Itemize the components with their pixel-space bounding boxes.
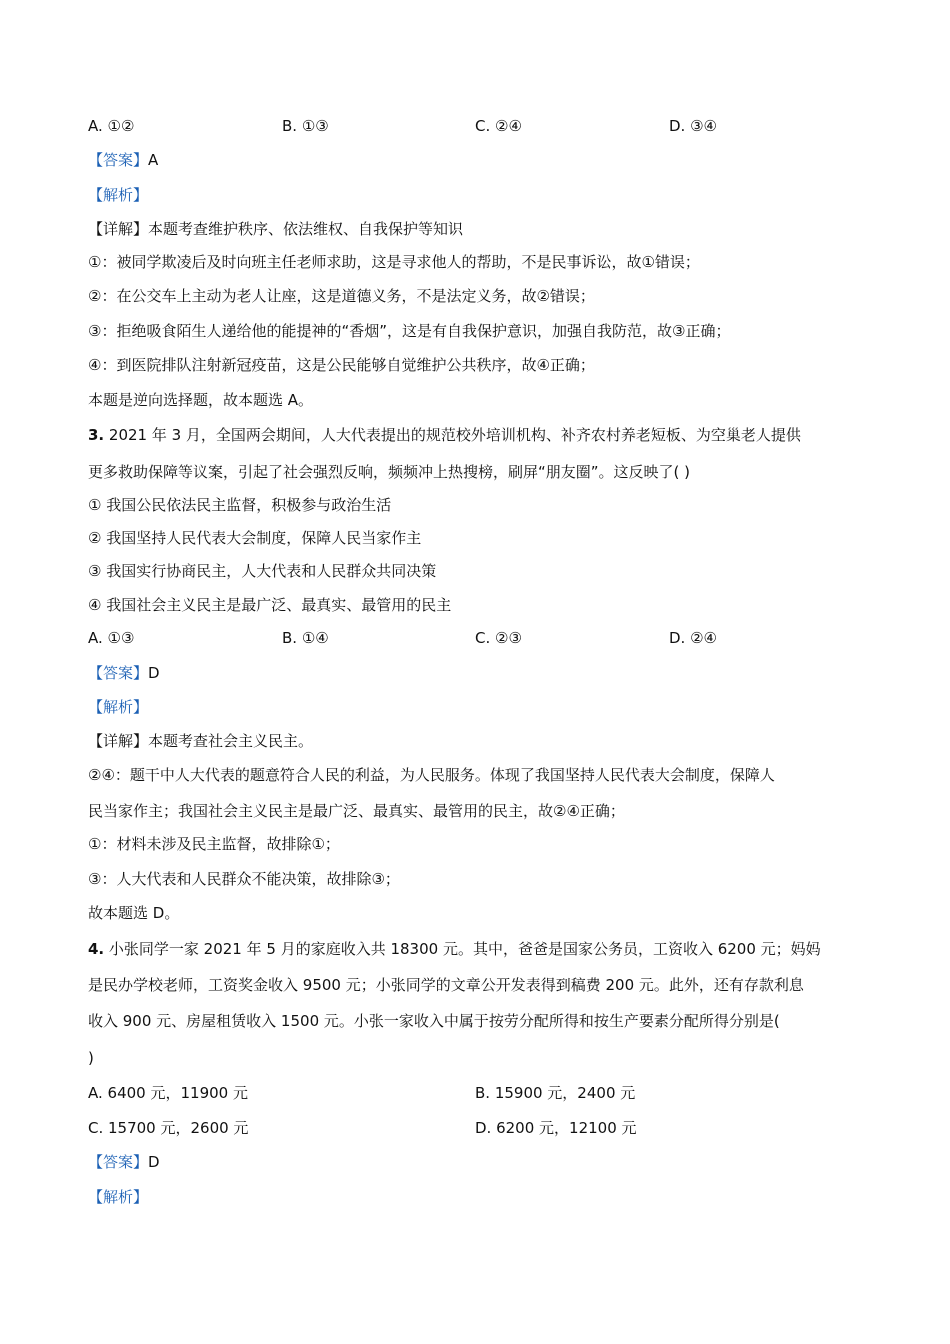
q4-answer [88, 1152, 160, 1172]
answer-value: A [148, 151, 159, 169]
q3-line-3: ①：材料未涉及民主监督，故排除①； [88, 835, 340, 853]
q3-line-4: ③：人大代表和人民群众不能决策，故排除③； [88, 870, 400, 888]
q3-item-4: ④ 我国社会主义民主是最广泛、最真实、最管用的民主 [88, 596, 452, 614]
answer-tag: 【答案】 [88, 664, 149, 682]
q4-stem-line-4: ) [88, 1049, 94, 1067]
q3-conclusion: 故本题选 D。 [88, 904, 180, 922]
q4-option-d: D. 6200 元，12100 元 [475, 1119, 637, 1137]
q3-line-2: 民当家作主；我国社会主义民主是最广泛、最真实、最管用的民主，故②④正确； [88, 802, 625, 820]
detail-tag: 【详解】 [88, 732, 149, 750]
q4-analysis-tag: 【解析】 [88, 1188, 149, 1206]
q2-conclusion: 本题是逆向选择题，故本题选 A。 [88, 391, 314, 409]
question-number: 3. [88, 426, 105, 444]
q3-option-c: C. ②③ [475, 629, 522, 647]
question-number: 4. [88, 940, 105, 958]
q3-stem-line-2: 更多救助保障等议案，引起了社会强烈反响，频频冲上热搜榜，刷屏“朋友圈”。这反映了( ) [88, 463, 691, 481]
q3-item-1: ① 我国公民依法民主监督，积极参与政治生活 [88, 496, 392, 514]
q3-option-d: D. ②④ [669, 629, 717, 647]
detail-text: 本题考查社会主义民主。 [148, 732, 314, 750]
answer-value: D [148, 664, 160, 682]
answer-value: D [148, 1153, 160, 1171]
q3-item-2: ② 我国坚持人民代表大会制度，保障人民当家作主 [88, 529, 422, 547]
q2-option-b: B. ①③ [282, 117, 329, 135]
q3-detail [88, 731, 313, 751]
q2-line-4: ④：到医院排队注射新冠疫苗，这是公民能够自觉维护公共秩序，故④正确； [88, 356, 595, 374]
q3-stem-line-1 [88, 425, 801, 445]
q4-stem-line-3: 收入 900 元、房屋租赁收入 1500 元。小张一家收入中属于按劳分配所得和按生产要素分配所得分别是( [88, 1012, 780, 1030]
q4-option-b: B. 15900 元，2400 元 [475, 1084, 636, 1102]
q4-option-a: A. 6400 元，11900 元 [88, 1084, 248, 1102]
question-text: 2021 年 3 月，全国两会期间，人大代表提出的规范校外培训机构、补齐农村养老短板、为空巢老人提供 [104, 426, 801, 444]
q3-item-3: ③ 我国实行协商民主，人大代表和人民群众共同决策 [88, 562, 437, 580]
q2-option-c: C. ②④ [475, 117, 522, 135]
q2-analysis-tag: 【解析】 [88, 186, 149, 204]
q2-detail [88, 219, 463, 239]
q3-analysis-tag: 【解析】 [88, 698, 149, 716]
q3-answer [88, 663, 160, 683]
detail-tag: 【详解】 [88, 220, 149, 238]
q3-option-b: B. ①④ [282, 629, 329, 647]
q3-option-a: A. ①③ [88, 629, 135, 647]
q4-stem-line-1 [88, 939, 821, 959]
answer-tag: 【答案】 [88, 1153, 149, 1171]
q2-option-a: A. ①② [88, 117, 135, 135]
q4-stem-line-2: 是民办学校老师，工资奖金收入 9500 元；小张同学的文章公开发表得到稿费 200 元。此外，还有存款利息 [88, 976, 804, 994]
q3-line-1: ②④：题干中人大代表的题意符合人民的利益，为人民服务。体现了我国坚持人民代表大会制度，保障人 [88, 766, 775, 784]
q2-line-3: ③：拒绝吸食陌生人递给他的能提神的“香烟”，这是有自我保护意识，加强自我防范，故③正确； [88, 322, 731, 340]
answer-tag: 【答案】 [88, 151, 149, 169]
detail-text: 本题考查维护秩序、依法维权、自我保护等知识 [148, 220, 464, 238]
q2-line-1: ①：被同学欺凌后及时向班主任老师求助，这是寻求他人的帮助，不是民事诉讼，故①错误； [88, 253, 700, 271]
q2-option-d: D. ③④ [669, 117, 717, 135]
q4-option-c: C. 15700 元，2600 元 [88, 1119, 249, 1137]
q2-answer [88, 150, 158, 170]
question-text: 小张同学一家 2021 年 5 月的家庭收入共 18300 元。其中，爸爸是国家公务员，工资收入 6200 元；妈妈 [104, 940, 821, 958]
q2-line-2: ②：在公交车上主动为老人让座，这是道德义务，不是法定义务，故②错误； [88, 287, 595, 305]
